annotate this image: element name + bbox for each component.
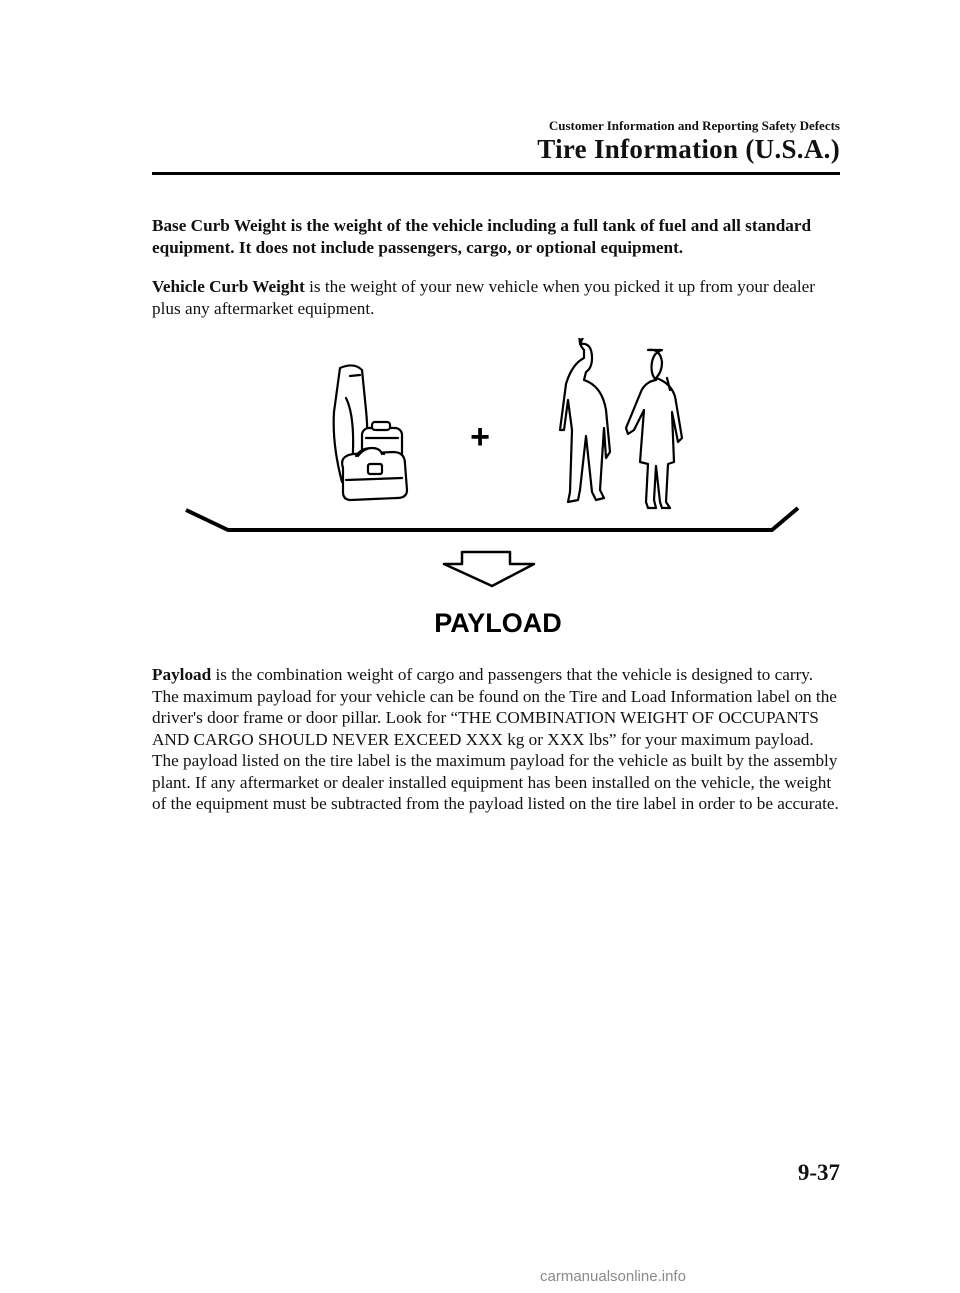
down-arrow-icon [444,552,534,586]
people-icon [560,338,682,508]
paragraph-vehicle-curb-weight [152,276,842,319]
paragraph-payload [152,664,842,815]
paragraph-base-curb-weight: Base Curb Weight is the weight of the vehicle including a full tank of fuel and all standard equipment. It does not include passengers, cargo, or optional equipment. [152,216,812,257]
payload-label: PAYLOAD [434,608,562,638]
term-vehicle-curb-weight: Vehicle Curb Weight [152,277,305,296]
term-payload: Payload [152,665,212,684]
header-section: Customer Information and Reporting Safety Defects [548,118,840,133]
page-number: 9-37 [797,1160,840,1185]
header-rule [152,172,840,175]
plus-sign: + [470,418,490,456]
footer-watermark[interactable]: carmanualsonline.info [540,1268,686,1285]
page-title: Tire Information (U.S.A.) [537,134,840,164]
vehicle-curb-weight-text: is the weight of your new vehicle when you picked it up from your dealer plus any aftermarket equipment. [152,277,816,318]
luggage-icon [334,365,407,500]
payload-figure [180,338,810,648]
payload-text: is the combination weight of cargo and passengers that the vehicle is designed to carry. The maximum payload for your vehicle can be found on the Tire and Load Information label on the driver's door frame or door pillar. Look for “THE COMBINATION WEIGHT OF OCCUPANTS AND CARGO SHOULD NEVER EXCEED XXX kg or XXX lbs” for your maximum payload. The payload listed on the tire label is the maximum payload for the vehicle as built by the assembly plant. If any aftermarket or dealer installed equipment has been installed on the vehicle, the weight of the equipment must be subtracted from the payload listed on the tire label in order to be accurate. [152,665,839,813]
bracket-line [186,508,798,530]
